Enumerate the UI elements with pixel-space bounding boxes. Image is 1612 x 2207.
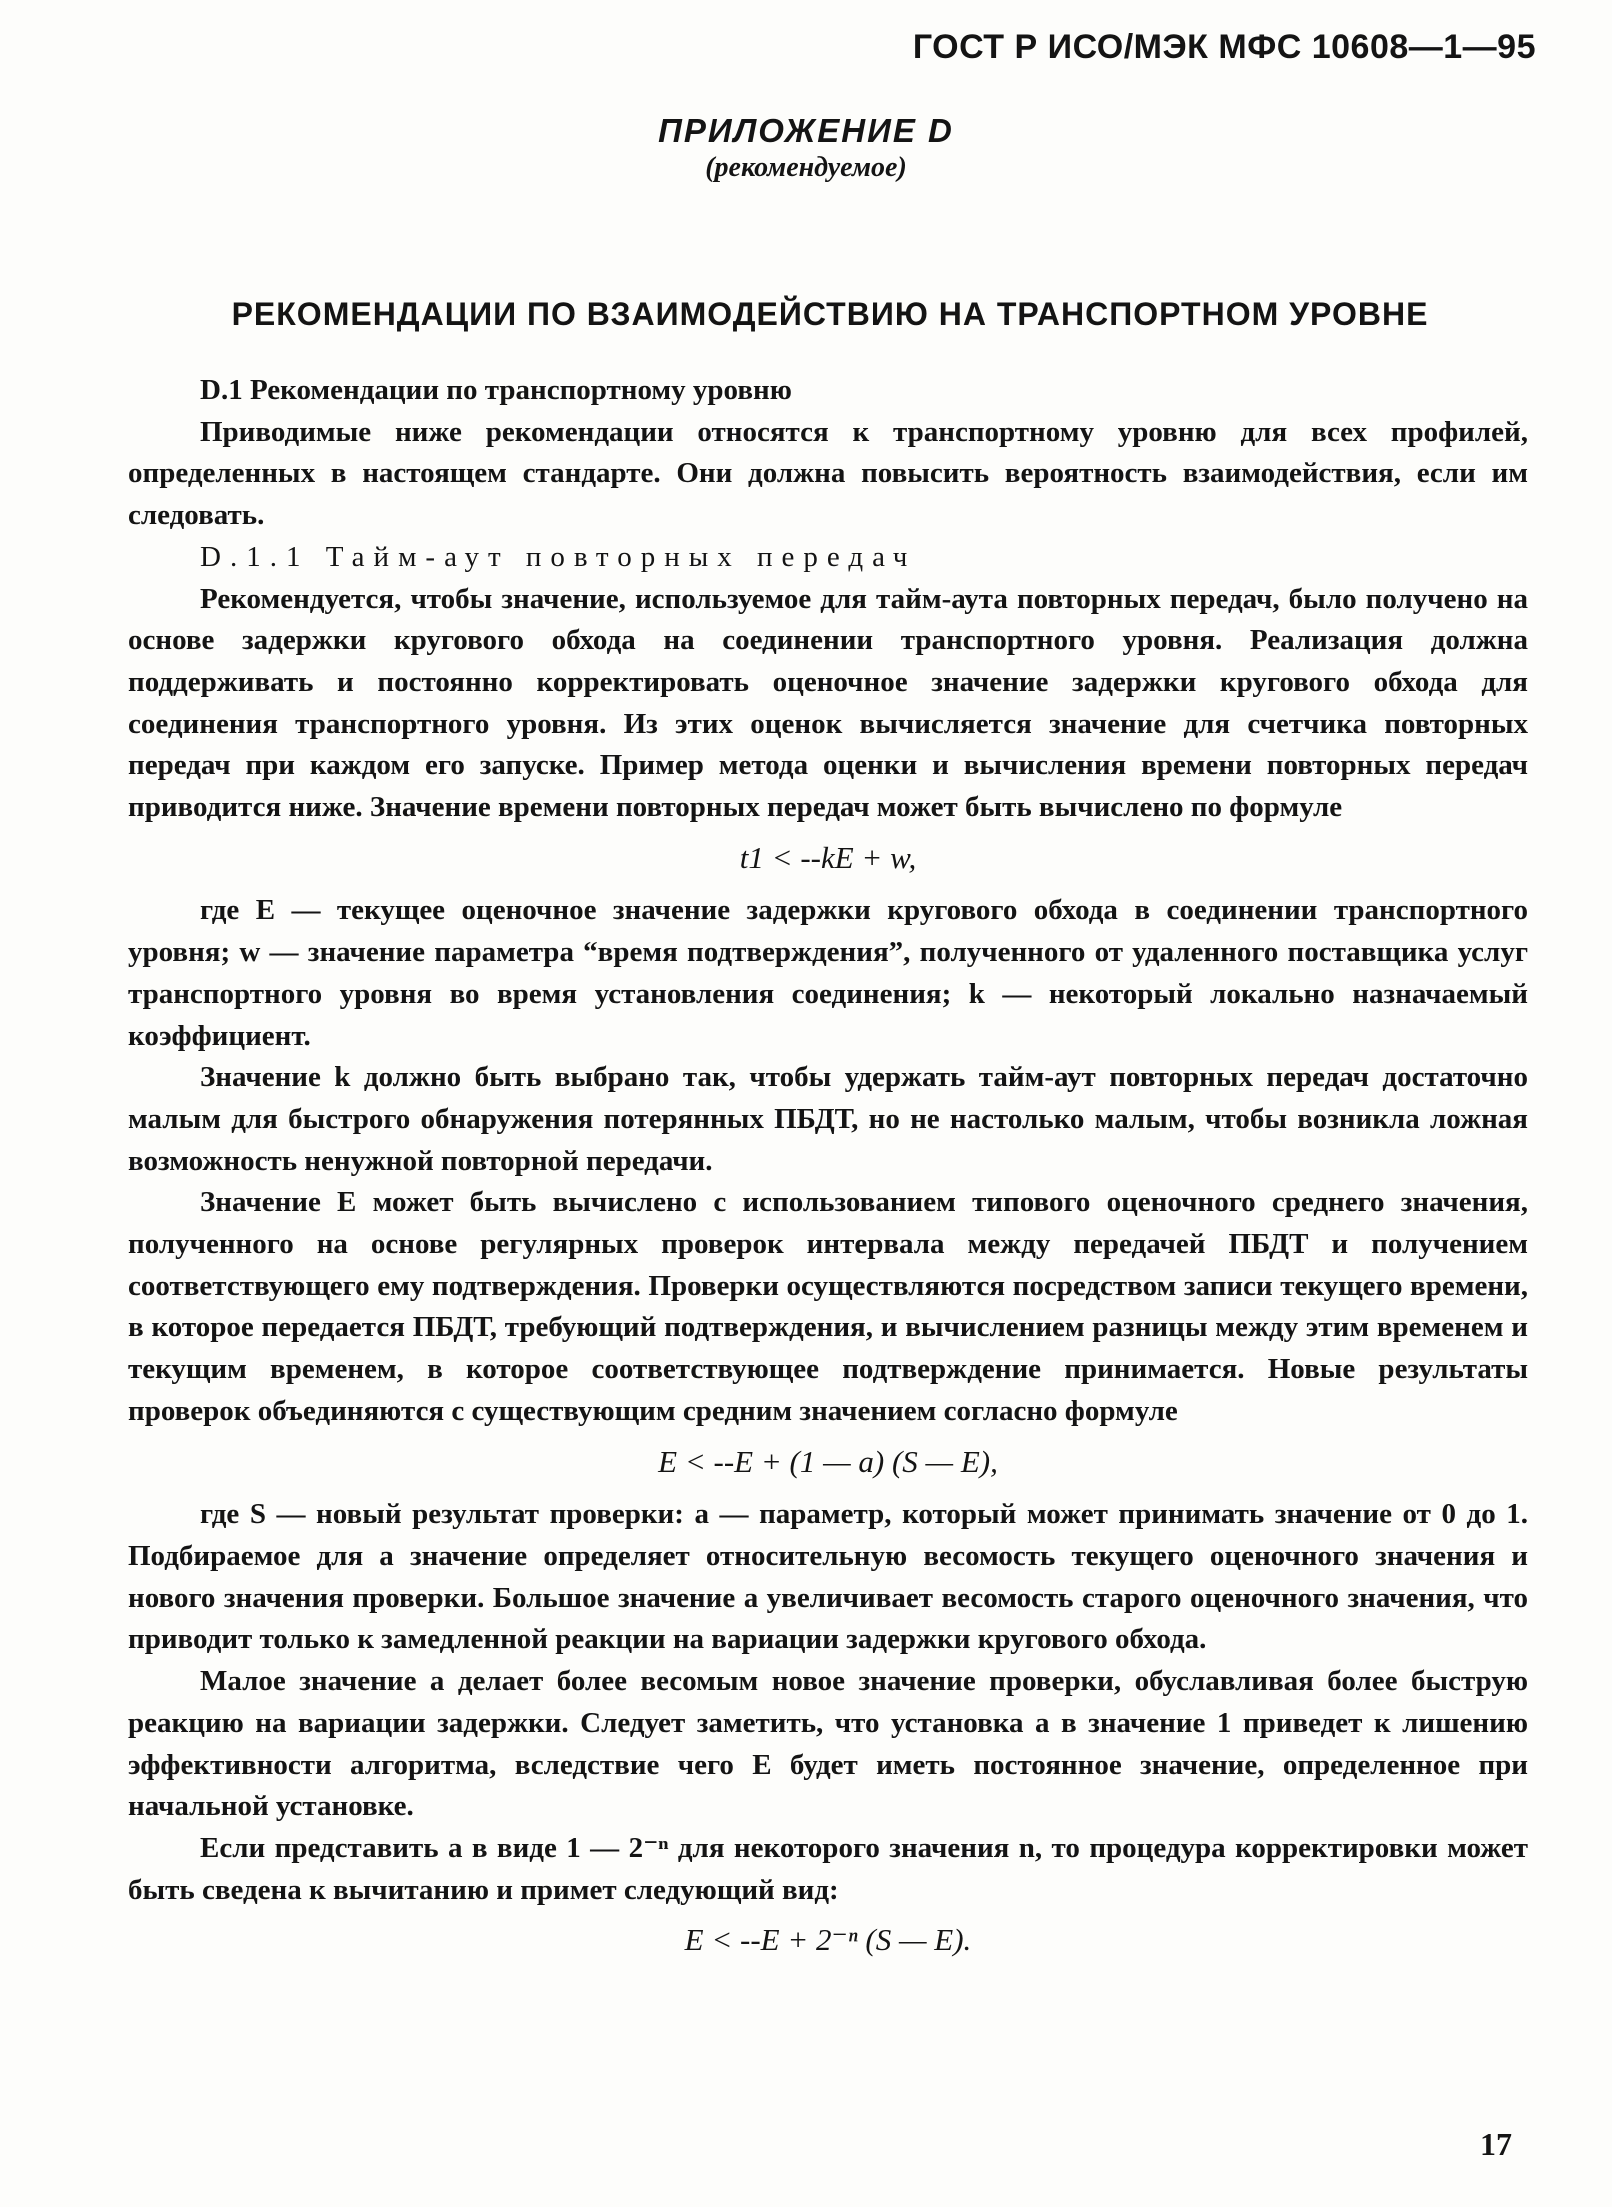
document-body: [128, 370, 1528, 1973]
section-d1-title: D.1 Рекомендации по транспортному уровню: [200, 374, 792, 406]
paragraph-k-value: Значение k должно быть выбрано так, чтобы удержать тайм-аут повторных передач достаточно малым для быстрого обнаружения потерянных ПБДТ, но не настолько малым, чтобы возникла ложная возможность ненужной повторной передачи.: [128, 1061, 1528, 1177]
main-title: РЕКОМЕНДАЦИИ ПО ВЗАИМОДЕЙСТВИЮ НА ТРАНСПОРТНОМ УРОВНЕ: [231, 296, 1429, 332]
paragraph-power-of-two: Если представить a в виде 1 — 2⁻ⁿ для некоторого значения n, то процедура корректировки может быть сведена к вычитанию и примет следующий вид:: [128, 1831, 1528, 1906]
paragraph-small-a: Малое значение a делает более весомым новое значение проверки, обуславливая более быструю реакцию на вариации задержки. Следует заметить, что установка a в значение 1 приведет к лишению эффективности алгоритма, вследствие чего E будет иметь постоянное значение, определенное при начальной установке.: [128, 1665, 1528, 1823]
paragraph-e-value: Значение E может быть вычислено с использованием типового оценочного среднего значения, полученного на основе регулярных проверок интервала между передачей ПБДТ и получением соответствующего ему подтверждения. Проверки осуществляются посредством записи текущего времени, в которое передается ПБДТ, требующий подтверждения, и вычислением разницы между этим временем и текущим временем, в которое соответствующее подтверждение принимается. Новые результаты проверок объединяются с существующим средним значением согласно формуле: [128, 1186, 1528, 1427]
appendix-subtitle: (рекомендуемое): [705, 152, 907, 183]
page-number: 17: [1480, 2126, 1512, 2162]
formula-shift: E < --E + 2⁻ⁿ (S — E).: [684, 1922, 972, 1958]
paragraph-retransmission-timeout: Рекомендуется, чтобы значение, используемое для тайм-аута повторных передач, было получено на основе задержки кругового обхода на соединении транспортного уровня. Реализация должна поддерживать и постоянно корректировать оценочное значение задержки кругового обхода для соединения транспортного уровня. Из этих оценок вычисляется значение для счетчика повторных передач при каждом его запуске. Пример метода оценки и вычисления времени повторных передач приводится ниже. Значение времени повторных передач может быть вычислено по формуле: [128, 582, 1528, 824]
formula-timeout: t1 < --kE + w,: [739, 839, 917, 875]
formula-average: E < --E + (1 — a) (S — E),: [658, 1443, 998, 1479]
paragraph-s-definition: где S — новый результат проверки: a — параметр, который может принимать значение от 0 до 1. Подбираемое для a значение определяет относительную весомость текущего оценочного значения и нового значения проверки. Большое значение a увеличивает весомость старого оценочного значения, что приводит только к замедленной реакции на вариации задержки кругового обхода.: [128, 1498, 1528, 1656]
section-d11-title: D.1.1 Тайм-аут повторных передач: [200, 540, 917, 573]
paragraph-formula-definitions: где E — текущее оценочное значение задержки кругового обхода в соединении транспортного уровня; w — значение параметра “время подтверждения”, полученного от удаленного поставщика услуг транспортного уровня во время установления соединения; k — некоторый локально назначаемый коэффициент.: [128, 894, 1528, 1052]
section-d1-paragraph: Приводимые ниже рекомендации относятся к транспортному уровню для всех профилей, определенных в настоящем стандарте. Они должна повысить вероятность взаимодействия, если им следовать.: [128, 415, 1528, 532]
appendix-title: ПРИЛОЖЕНИЕ D: [658, 112, 954, 149]
document-code-header: ГОСТ Р ИСО/МЭК МФС 10608—1—95: [912, 28, 1536, 66]
